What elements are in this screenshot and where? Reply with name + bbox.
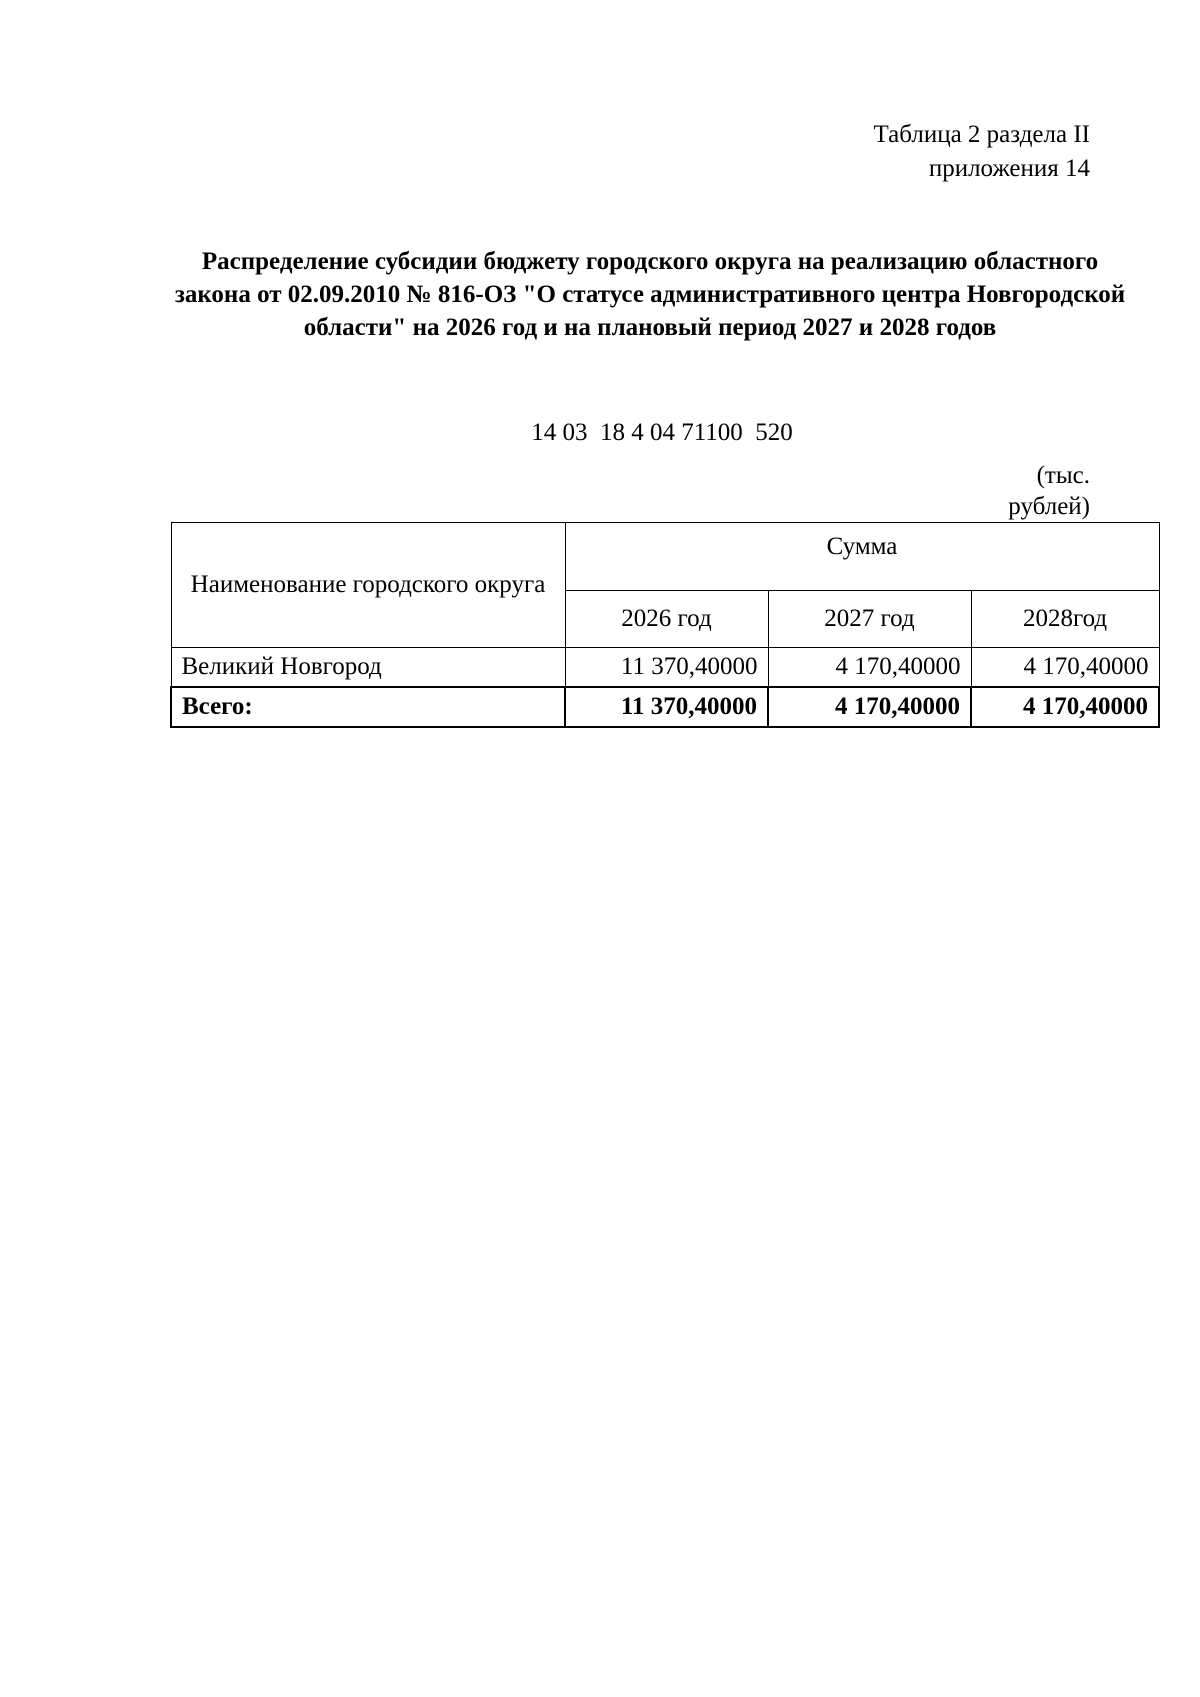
total-2028-cell: 4 170,40000	[971, 687, 1159, 727]
year-header-2028: 2028год	[971, 591, 1159, 648]
total-label-cell: Всего:	[171, 687, 565, 727]
total-row	[171, 687, 1159, 727]
amount-2027-cell: 4 170,40000	[768, 648, 971, 688]
document-title: Распределение субсидии бюджету городского округа на реализацию областного закона от 02.09.2010 № 816-ОЗ "О статусе административного центра Новгородской области" на 2026 год и на плановый период 2027 и 2028 годов	[174, 248, 1126, 341]
sum-header: Сумма	[565, 523, 1159, 591]
reference-line-1: Таблица 2 раздела II	[873, 121, 1090, 148]
budget-classification-code: 14 03 18 4 04 71100 520	[531, 419, 793, 446]
total-2026-cell: 11 370,40000	[565, 687, 768, 727]
subsidy-table	[170, 522, 1160, 728]
table-header-row	[171, 523, 1159, 591]
table-row	[171, 648, 1159, 688]
amount-2028-cell: 4 170,40000	[971, 648, 1159, 688]
amount-2026-cell: 11 370,40000	[565, 648, 768, 688]
district-name-cell: Великий Новгород	[171, 648, 565, 688]
table-reference	[874, 118, 1090, 186]
year-header-2027: 2027 год	[768, 591, 971, 648]
year-header-2026: 2026 год	[565, 591, 768, 648]
reference-line-2: приложения 14	[928, 155, 1090, 182]
district-name-header: Наименование городского округа	[171, 523, 565, 648]
units-note: (тыс. рублей)	[1008, 462, 1090, 520]
total-2027-cell: 4 170,40000	[768, 687, 971, 727]
